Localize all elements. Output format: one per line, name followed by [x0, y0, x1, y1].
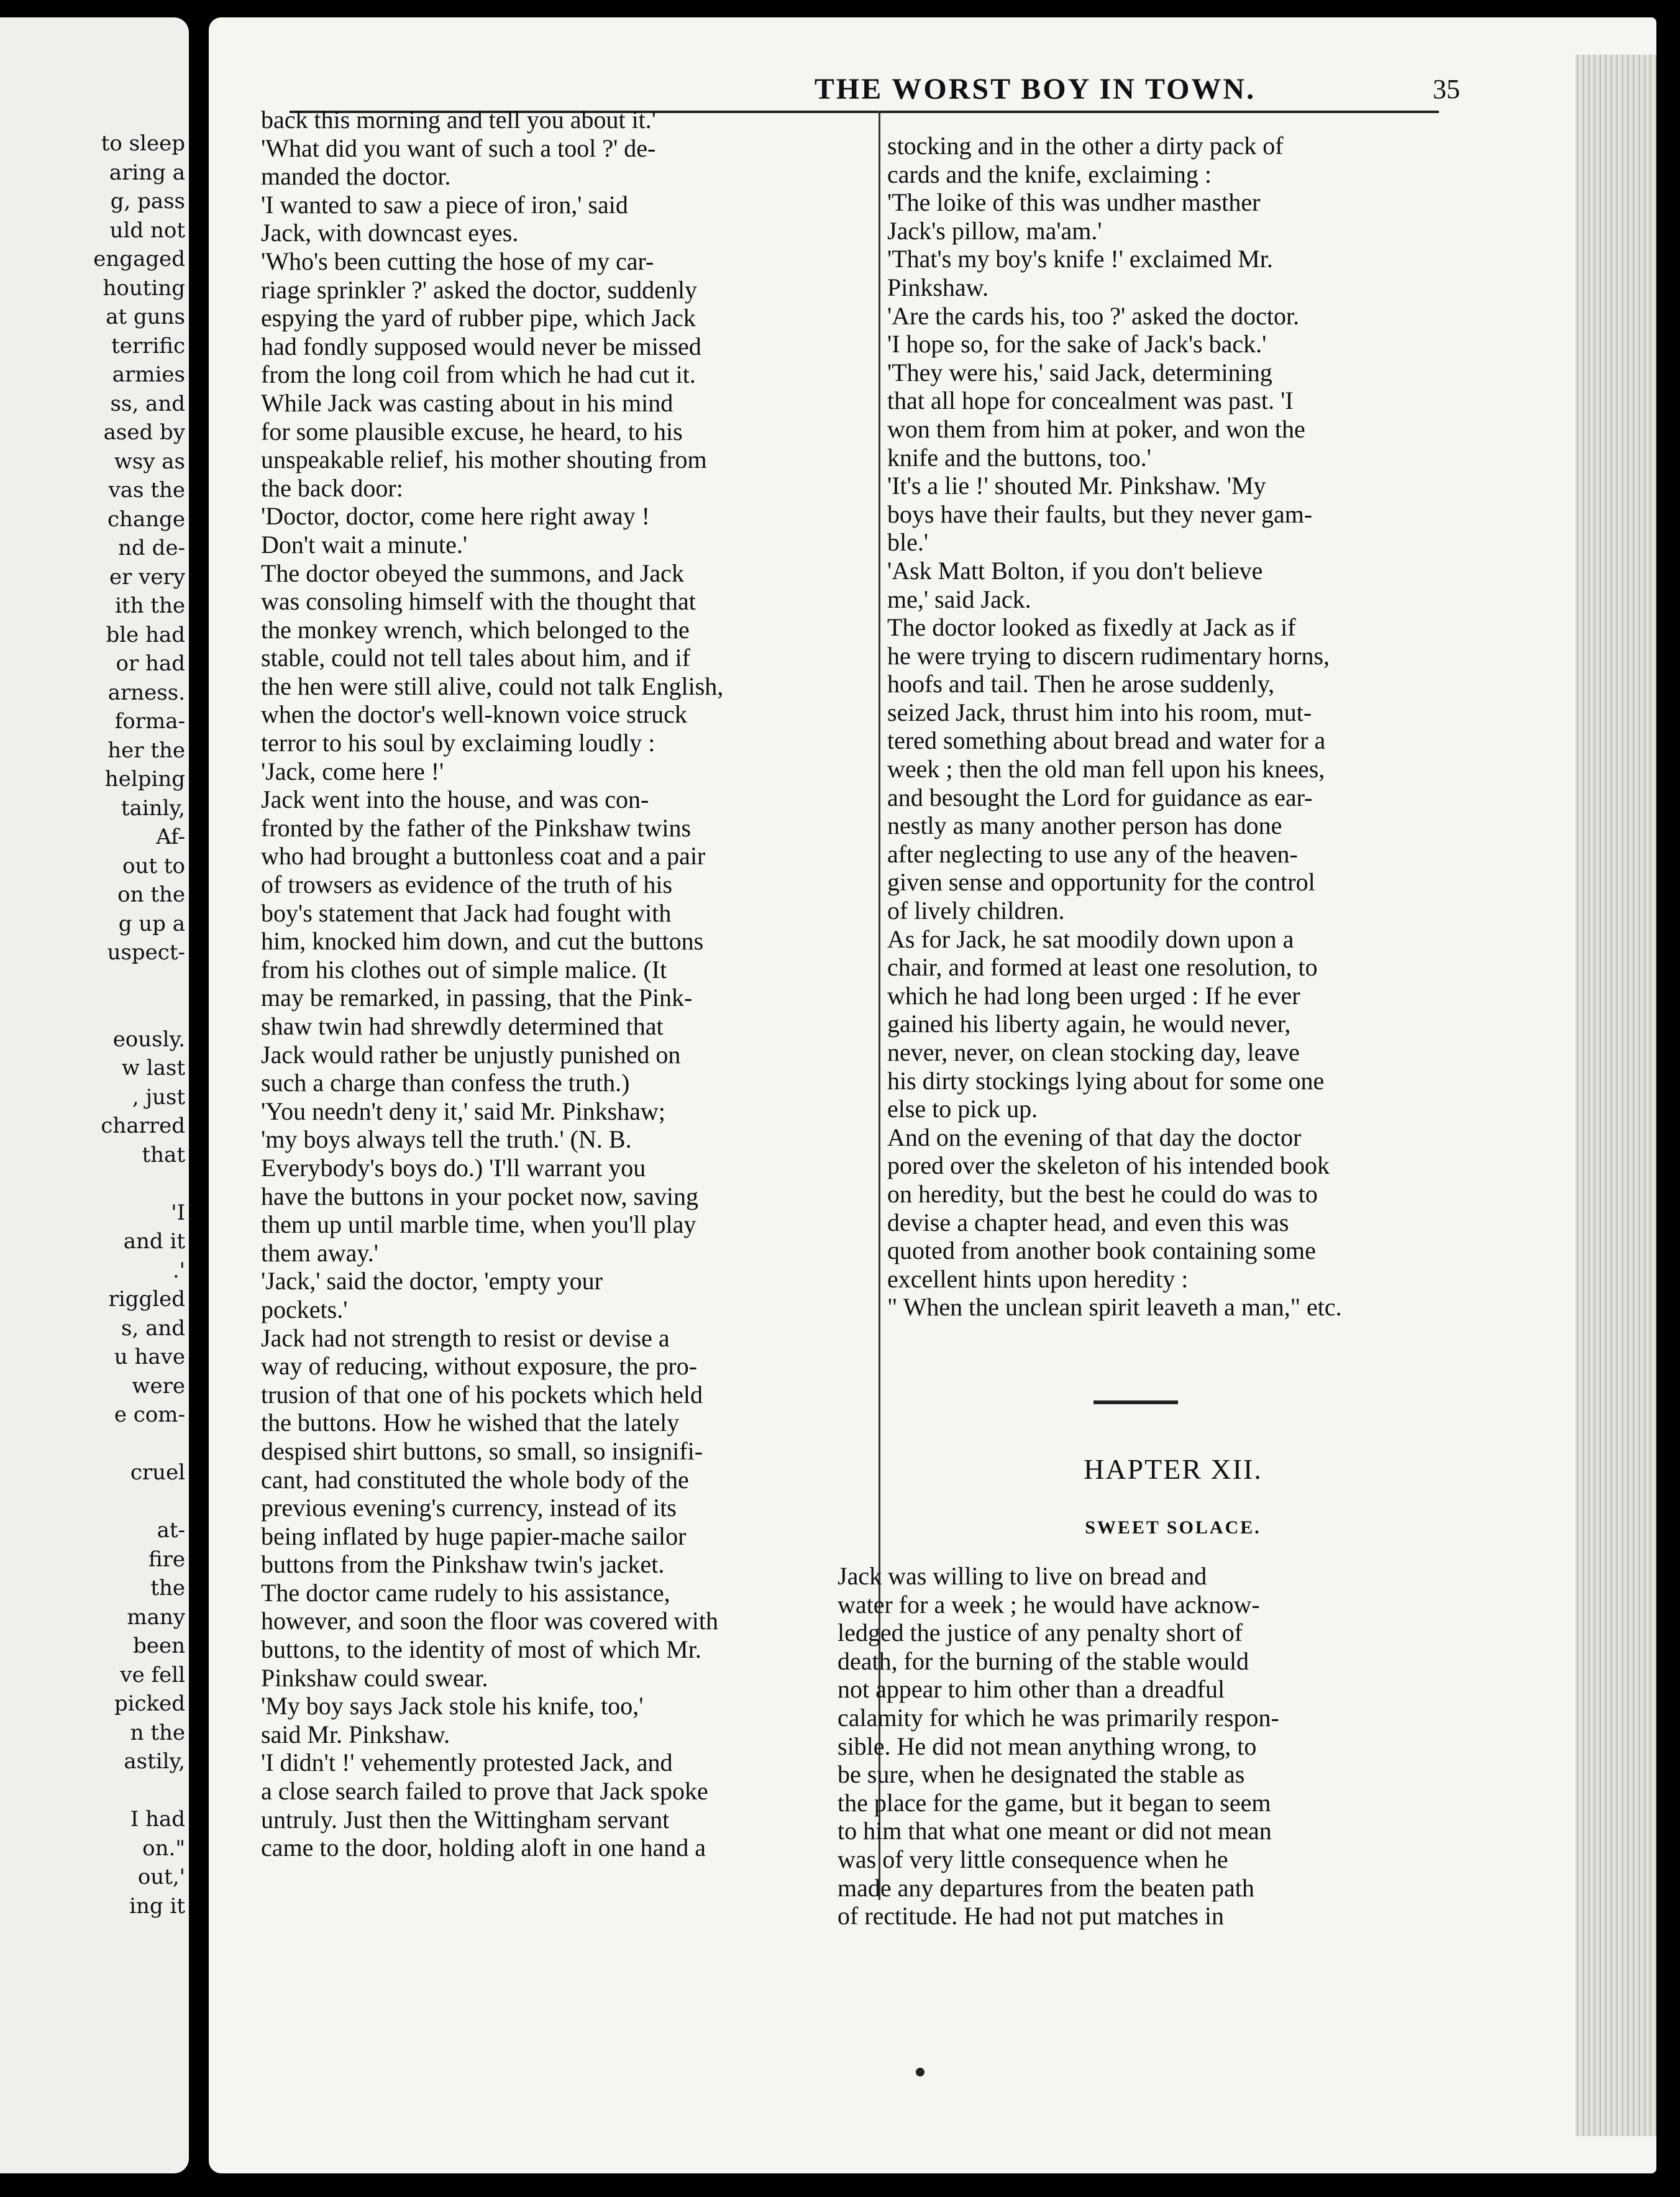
fragment-line	[0, 1776, 185, 1806]
fragment-line: on the	[117, 882, 185, 907]
text-line: after neglecting to use any of the heaven-	[887, 839, 1298, 868]
text-line: calamity for which he was primarily respon-	[838, 1703, 1279, 1732]
text-line: Jack went into the house, and was con-	[261, 785, 649, 814]
fragment-line: er very	[109, 564, 185, 590]
text-line: such a charge than confess the truth.)	[261, 1069, 630, 1097]
text-line: of rectitude. He had not put matches in	[838, 1902, 1225, 1930]
text-line: 'I hope so, for the sake of Jack's back.'	[887, 330, 1267, 359]
fragment-line: ble had	[106, 622, 185, 647]
section-separator	[1093, 1400, 1178, 1404]
text-line: back this morning and tell you about it.'	[261, 106, 656, 134]
text-line: on heredity, but the best he could do was to	[887, 1179, 1318, 1208]
text-line: devise a chapter head, and even this was	[887, 1208, 1289, 1236]
text-line: cant, had constituted the whole body of the	[261, 1465, 689, 1494]
text-line: 'That's my boy's knife !' exclaimed Mr.	[887, 245, 1273, 273]
ink-dot	[916, 2068, 924, 2076]
text-line: buttons, to the identity of most of which Mr.	[261, 1635, 701, 1664]
text-line: of lively children.	[887, 897, 1065, 925]
text-line: trusion of that one of his pockets which held	[261, 1380, 703, 1409]
fragment-line: forma-	[114, 709, 185, 734]
fragment-line: ing it	[129, 1893, 185, 1919]
text-line: never, never, on clean stocking day, leave	[887, 1038, 1300, 1066]
text-line: being inflated by huge papier-mache sailor	[261, 1522, 687, 1550]
text-line: 'Ask Matt Bolton, if you don't believe	[887, 556, 1263, 585]
text-line: excellent hints upon heredity :	[887, 1264, 1189, 1293]
fragment-line: and it	[123, 1229, 185, 1254]
fragment-line: .'	[172, 1258, 185, 1283]
text-line: that all hope for concealment was past. 'I	[887, 386, 1294, 415]
fragment-line: I had	[130, 1807, 185, 1832]
text-line: untruly. Just then the Wittingham servant	[261, 1805, 670, 1834]
text-line: who had brought a buttonless coat and a pair	[261, 842, 706, 870]
fragment-line: out,'	[137, 1865, 185, 1889]
fragment-line: out to	[122, 853, 185, 879]
text-line: chair, and formed at least one resolution, to	[887, 953, 1318, 982]
text-line: 'It's a lie !' shouted Mr. Pinkshaw. 'My	[887, 472, 1266, 500]
text-line: Don't wait a minute.'	[261, 530, 468, 559]
text-line: The doctor looked as fixedly at Jack as if	[887, 613, 1296, 642]
text-line: may be remarked, in passing, that the Pink-	[261, 984, 693, 1012]
fragment-line: astily,	[124, 1749, 185, 1774]
text-line: The doctor obeyed the summons, and Jack	[261, 559, 684, 587]
text-line: knife and the buttons, too.'	[887, 443, 1151, 472]
fragment-line: armies	[112, 362, 185, 387]
chapter-subtitle: SWEET SOLACE.	[1085, 1517, 1261, 1538]
text-line: have the buttons in your pocket now, saving	[261, 1182, 698, 1210]
text-line: Everybody's boys do.) 'I'll warrant you	[261, 1153, 646, 1182]
fragment-line: at-	[157, 1518, 185, 1543]
fragment-line: ss, and	[110, 391, 185, 416]
text-line: 'Doctor, doctor, come here right away !	[261, 502, 650, 531]
fragment-line: n the	[130, 1720, 185, 1745]
text-line: The doctor came rudely to his assistance,	[261, 1578, 670, 1607]
chapter-title: HAPTER XII.	[1084, 1453, 1262, 1485]
text-line: boys have their faults, but they never gam-	[887, 500, 1313, 528]
fragment-line	[0, 996, 185, 1025]
text-line: 'Jack,' said the doctor, 'empty your	[261, 1267, 603, 1295]
text-line: gained his liberty again, he would never,	[887, 1010, 1291, 1038]
text-line: given sense and opportunity for the control	[887, 868, 1315, 897]
text-line: fronted by the father of the Pinkshaw twins	[261, 813, 692, 842]
fragment-line: w last	[121, 1056, 185, 1080]
text-column-right	[887, 132, 1459, 1322]
fragment-line: change	[107, 506, 185, 532]
fragment-line: charred	[101, 1113, 185, 1138]
text-line: from the long coil from which he had cut it.	[261, 360, 696, 389]
fragment-line: ith the	[115, 593, 185, 618]
fragment-line: been	[133, 1633, 185, 1658]
text-line: nestly as many another person has done	[887, 811, 1282, 840]
text-line: made any departures from the beaten path	[838, 1873, 1254, 1902]
text-line: water for a week ; he would have acknow-	[838, 1590, 1260, 1619]
text-line: be sure, when he designated the stable as	[838, 1760, 1245, 1789]
text-line: seized Jack, thrust him into his room, mut-	[887, 698, 1312, 726]
text-line: boy's statement that Jack had fought with	[261, 898, 672, 927]
text-line: 'Are the cards his, too ?' asked the doctor.	[887, 301, 1300, 330]
text-line: was consoling himself with the thought that	[261, 587, 696, 616]
fragment-line: or had	[116, 651, 185, 676]
text-line: shaw twin had shrewdly determined that	[261, 1012, 664, 1040]
text-line: 'I wanted to saw a piece of iron,' said	[261, 190, 628, 219]
text-line: else to pick up.	[887, 1095, 1038, 1123]
fragment-line: vas the	[108, 478, 185, 503]
text-line: won them from him at poker, and won the	[887, 414, 1305, 443]
fragment-line: picked	[114, 1691, 185, 1716]
fragment-line: arness.	[107, 680, 185, 705]
text-line: As for Jack, he sat moodily down upon a	[887, 925, 1294, 953]
text-line: of trowsers as evidence of the truth of his	[261, 870, 673, 899]
text-line: manded the doctor.	[261, 162, 451, 191]
text-line: Jack would rather be unjustly punished on	[261, 1040, 681, 1069]
fragment-line: fire	[148, 1546, 185, 1572]
text-line: previous evening's currency, instead of its	[261, 1494, 677, 1522]
text-line: week ; then the old man fell upon his knees,	[887, 755, 1325, 783]
fragment-line: nd de-	[118, 536, 185, 560]
fragment-line	[0, 1487, 185, 1517]
text-line: death, for the burning of the stable would	[838, 1647, 1249, 1675]
fragment-line: s, and	[121, 1315, 185, 1341]
text-line: Jack, with downcast eyes.	[261, 219, 519, 247]
fragment-line: e com-	[114, 1402, 185, 1427]
text-line: 'I didn't !' vehemently protested Jack, and	[261, 1748, 673, 1777]
fragment-line: at guns	[106, 304, 185, 329]
fragment-line: 'I	[171, 1200, 185, 1225]
fragment-line	[0, 1169, 185, 1199]
text-line: when the doctor's well-known voice struck	[261, 700, 687, 729]
fragment-line: g up a	[118, 911, 185, 936]
text-line: espying the yard of rubber pipe, which Jack	[261, 304, 696, 332]
fragment-line: uld not	[109, 217, 185, 243]
text-line: buttons from the Pinkshaw twin's jacket.	[261, 1550, 665, 1579]
text-line: and besought the Lord for guidance as ear-	[887, 783, 1313, 811]
main-page	[209, 17, 1656, 2173]
fragment-line: ve fell	[120, 1662, 185, 1688]
fragment-line: wsy as	[114, 449, 185, 474]
fragment-line: to sleep	[101, 131, 185, 156]
text-line: Pinkshaw could swear.	[261, 1663, 488, 1692]
text-line: " When the unclean spirit leaveth a man," etc.	[887, 1293, 1342, 1322]
text-line: unspeakable relief, his mother shouting from	[261, 445, 707, 474]
text-line: despised shirt buttons, so small, so insignifi-	[261, 1436, 703, 1465]
text-line: his dirty stockings lying about for some one	[887, 1066, 1325, 1095]
text-line: which he had long been urged : If he ever	[887, 981, 1300, 1010]
text-line: Jack had not strength to resist or devise a	[261, 1323, 670, 1352]
fragment-line: eously.	[112, 1026, 185, 1052]
text-line: Jack was willing to live on bread and	[838, 1562, 1207, 1590]
text-line: pored over the skeleton of his intended book	[887, 1151, 1330, 1180]
text-line: 'Who's been cutting the hose of my car-	[261, 247, 654, 275]
text-line: terror to his soul by exclaiming loudly :	[261, 729, 655, 757]
left-page	[0, 17, 189, 2173]
text-line: And on the evening of that day the doctor	[887, 1123, 1302, 1151]
fragment-line: riggled	[108, 1287, 185, 1312]
text-line: stable, could not tell tales about him, and if	[261, 644, 690, 672]
chapter-text	[838, 1562, 1459, 1930]
fragment-line: ased by	[103, 420, 185, 445]
fragment-line: cruel	[130, 1460, 185, 1485]
text-line: the monkey wrench, which belonged to the	[261, 615, 690, 644]
left-page-fragment	[0, 129, 189, 1921]
text-line: from his clothes out of simple malice. (It	[261, 955, 667, 984]
fragment-line: engaged	[93, 247, 185, 272]
page-number: 35	[1433, 74, 1460, 104]
text-line: him, knocked him down, and cut the buttons	[261, 927, 704, 956]
text-line: Jack's pillow, ma'am.'	[887, 216, 1102, 245]
text-line: riage sprinkler ?' asked the doctor, suddenly	[261, 275, 698, 304]
text-line: said Mr. Pinkshaw.	[261, 1720, 450, 1748]
text-column-left	[261, 106, 864, 1862]
fragment-line: helping	[104, 767, 185, 792]
text-line: 'The loike of this was undher masther	[887, 188, 1261, 217]
text-line: stocking and in the other a dirty pack of	[887, 132, 1284, 160]
fragment-line: terrific	[111, 333, 185, 359]
fragment-line: Af-	[156, 824, 185, 849]
text-line: the place for the game, but it began to seem	[838, 1788, 1271, 1817]
fragment-line: uspect-	[107, 940, 185, 965]
fragment-line: houting	[103, 275, 185, 301]
text-line: 'Jack, come here !'	[261, 757, 444, 785]
fragment-line: on."	[142, 1835, 185, 1861]
fragment-line: , just	[132, 1084, 185, 1110]
text-line: way of reducing, without exposure, the pro-	[261, 1352, 698, 1381]
fragment-line: many	[127, 1604, 185, 1630]
text-line: the back door:	[261, 473, 403, 502]
text-line: While Jack was casting about in his mind	[261, 388, 673, 417]
text-line: cards and the knife, exclaiming :	[887, 160, 1212, 188]
fragment-line: aring a	[109, 160, 185, 185]
text-line: 'My boy says Jack stole his knife, too,'	[261, 1692, 644, 1720]
text-line: 'They were his,' said Jack, determining	[887, 358, 1272, 386]
text-line: 'my boys always tell the truth.' (N. B.	[261, 1125, 632, 1154]
text-line: not appear to him other than a dreadful	[838, 1675, 1225, 1704]
text-line: ble.'	[887, 528, 929, 557]
text-line: 'What did you want of such a tool ?' de-	[261, 134, 656, 162]
text-line: Pinkshaw.	[887, 273, 988, 301]
text-line: 'You needn't deny it,' said Mr. Pinkshaw;	[261, 1097, 665, 1125]
text-line: sible. He did not mean anything wrong, to	[838, 1732, 1257, 1760]
text-line: them away.'	[261, 1238, 378, 1267]
fragment-line: were	[132, 1373, 185, 1399]
text-line: pockets.'	[261, 1295, 348, 1323]
fragment-line: u have	[114, 1345, 185, 1369]
text-line: me,' said Jack.	[887, 585, 1031, 613]
text-line: to him that what one meant or did not mean	[838, 1817, 1272, 1845]
fragment-line: her the	[107, 738, 185, 763]
text-line: however, and soon the floor was covered with	[261, 1607, 718, 1635]
text-line: quoted from another book containing some	[887, 1236, 1316, 1265]
running-title: THE WORST BOY IN TOWN.	[814, 73, 1256, 106]
text-line: ledged the justice of any penalty short of	[838, 1619, 1243, 1647]
text-line: tered something about bread and water for a	[887, 726, 1326, 755]
text-line: was of very little consequence when he	[838, 1845, 1228, 1873]
page-edges	[1576, 55, 1656, 2136]
fragment-line: g, pass	[110, 189, 185, 214]
text-line: them up until marble time, when you'll play	[261, 1210, 696, 1239]
text-line: hoofs and tail. Then he arose suddenly,	[887, 670, 1275, 698]
fragment-line: the	[150, 1576, 185, 1601]
fragment-line: tainly,	[121, 795, 185, 821]
text-line: had fondly supposed would never be missed	[261, 332, 701, 360]
text-line: came to the door, holding aloft in one hand a	[261, 1834, 706, 1862]
text-line: he were trying to discern rudimentary horns,	[887, 641, 1330, 670]
text-line: a close search failed to prove that Jack spoke	[261, 1777, 708, 1806]
text-line: for some plausible excuse, he heard, to his	[261, 417, 683, 445]
text-line: the buttons. How he wished that the lately	[261, 1409, 680, 1437]
fragment-line: that	[142, 1142, 185, 1167]
fragment-line	[0, 1430, 185, 1459]
fragment-line	[0, 967, 185, 997]
text-line: the hen were still alive, could not talk English,	[261, 672, 724, 700]
